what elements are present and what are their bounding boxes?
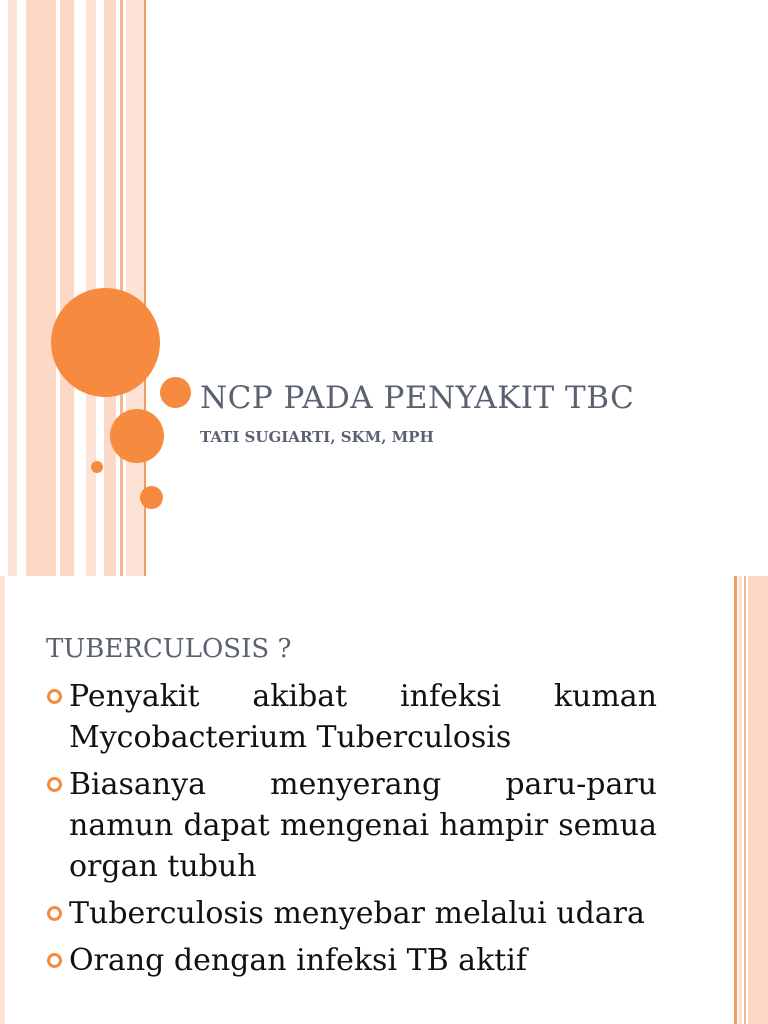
orange-ring-icon <box>47 906 62 921</box>
bullet-text: Tuberculosis menyebar melalui udara <box>69 896 645 931</box>
orange-circle-icon <box>160 377 191 408</box>
content-slide <box>0 576 768 1024</box>
decorative-stripe <box>748 576 768 1024</box>
orange-circle-icon <box>91 461 103 473</box>
decorative-stripe <box>8 0 17 576</box>
orange-ring-icon <box>47 689 62 704</box>
list-item <box>45 764 657 887</box>
decorative-stripe <box>744 576 746 1024</box>
orange-ring-icon <box>47 953 62 968</box>
decorative-stripe <box>120 0 123 576</box>
list-item <box>45 940 657 981</box>
list-item <box>45 676 657 758</box>
decorative-stripe <box>126 0 144 576</box>
bullet-text: Biasanya menyerang paru-paru namun dapat mengenai hampir semua organ tubuh <box>69 767 657 884</box>
slide-title: NCP PADA PENYAKIT TBC <box>200 380 635 416</box>
decorative-stripe <box>734 576 737 1024</box>
bullet-text: Penyakit akibat infeksi kuman Mycobacterium Tuberculosis <box>69 679 657 755</box>
orange-circle-icon <box>51 288 160 397</box>
decorative-stripe <box>26 0 56 576</box>
slide-subtitle: TATI SUGIARTI, SKM, MPH <box>200 428 434 446</box>
decorative-stripe <box>60 0 74 576</box>
orange-circle-icon <box>110 409 164 463</box>
slide-heading: TUBERCULOSIS ? <box>46 634 292 664</box>
decorative-stripe <box>0 576 5 1024</box>
orange-circle-icon <box>140 486 163 509</box>
bullet-list <box>45 676 657 987</box>
decorative-stripe <box>738 576 742 1024</box>
orange-ring-icon <box>47 777 62 792</box>
bullet-text: Orang dengan infeksi TB aktif <box>69 943 527 978</box>
list-item <box>45 893 657 934</box>
